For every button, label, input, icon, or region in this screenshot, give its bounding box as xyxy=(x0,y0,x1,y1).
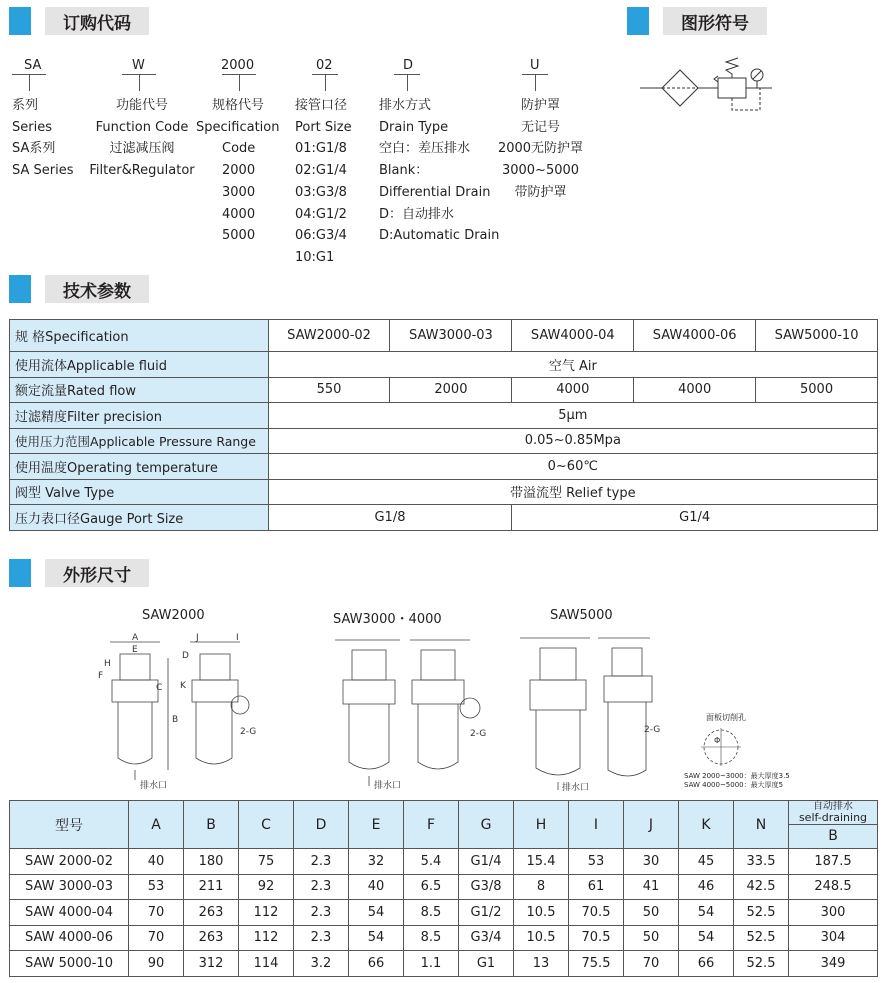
dim-head: I xyxy=(569,801,624,849)
dim-letter: H xyxy=(104,659,111,669)
tech-value: 2000 xyxy=(390,377,512,403)
section-title: 外形尺寸 xyxy=(45,559,149,587)
dim-letter: D xyxy=(182,651,189,661)
dim-head-auto xyxy=(789,801,878,849)
dim-value: 32 xyxy=(349,849,404,875)
code-tick xyxy=(325,74,326,91)
dim-value: 70 xyxy=(129,925,184,951)
dim-value: 40 xyxy=(349,874,404,900)
code-head: 02 xyxy=(316,58,333,73)
code-line: Function Code xyxy=(95,119,189,135)
g-label: 2-G xyxy=(644,725,661,735)
code-head: U xyxy=(530,58,540,73)
tech-label: 压力表口径Gauge Port Size xyxy=(10,505,269,531)
drain-label: 排水口 xyxy=(562,783,590,793)
code-line: 01:G1/8 xyxy=(295,141,347,157)
dim-value: 8.5 xyxy=(404,900,459,926)
code-line: 2000无防护罩 xyxy=(497,141,584,157)
tech-label: 使用流体Applicable fluid xyxy=(10,352,269,378)
dim-value: 2.3 xyxy=(294,900,349,926)
tech-model: SAW5000-10 xyxy=(756,320,878,352)
code-line: Series xyxy=(12,119,52,135)
tech-value: 0.05~0.85Mpa xyxy=(268,428,877,454)
tech-label: 额定流量Rated flow xyxy=(10,377,269,403)
dim-value: 10.5 xyxy=(514,900,569,926)
code-line: 2000 xyxy=(222,163,256,179)
auto-head-b: B xyxy=(828,828,838,844)
dim-model: SAW 2000-02 xyxy=(10,849,129,875)
dim-letter: J xyxy=(196,633,199,643)
dim-row xyxy=(10,951,878,977)
dim-value: 70 xyxy=(624,951,679,977)
code-line: 空白：差压排水 xyxy=(379,141,471,157)
phi-label: Φ xyxy=(714,736,721,745)
code-line: D:Automatic Drain xyxy=(379,228,500,244)
code-line: 过滤减压阀 xyxy=(109,141,175,157)
code-line: 接管口径 xyxy=(295,98,348,113)
code-line: 系列 xyxy=(12,98,39,113)
dim-value: 211 xyxy=(184,874,239,900)
dim-value: 114 xyxy=(239,951,294,977)
dim-value: G3/4 xyxy=(459,925,514,951)
code-lines xyxy=(87,95,197,182)
drawing-title: SAW5000 xyxy=(550,608,613,623)
tech-label: 过滤精度Filter precision xyxy=(10,403,269,429)
tech-label: 使用温度Operating temperature xyxy=(10,454,269,480)
code-line: 4000 xyxy=(222,206,256,222)
dim-model: SAW 3000-03 xyxy=(10,874,129,900)
tech-label: 阀型 Valve Type xyxy=(10,479,269,505)
dim-letter: F xyxy=(98,671,104,681)
dim-letter: B xyxy=(172,715,179,725)
dim-value: 180 xyxy=(184,849,239,875)
dim-value: 33.5 xyxy=(734,849,789,875)
code-tick xyxy=(239,74,240,91)
code-line: Code xyxy=(222,141,256,157)
dim-value: 53 xyxy=(129,874,184,900)
code-tick xyxy=(535,74,536,91)
dim-value: G1 xyxy=(459,951,514,977)
code-line: Filter&Regulator xyxy=(89,163,195,179)
dim-letter: K xyxy=(180,681,186,691)
panel-note: SAW 2000~3000：最大厚度3.5 xyxy=(684,772,790,780)
code-tick xyxy=(139,74,140,91)
dim-value: 42.5 xyxy=(734,874,789,900)
drain-label: 排水口 xyxy=(374,781,402,791)
code-col-spec xyxy=(196,55,291,265)
code-line: 功能代号 xyxy=(115,98,168,113)
code-head: W xyxy=(132,58,145,73)
code-line: 02:G1/4 xyxy=(295,163,347,179)
code-head: SA xyxy=(24,58,42,73)
dim-row xyxy=(10,925,878,951)
code-head: 2000 xyxy=(221,58,255,73)
tech-row-pressure xyxy=(10,428,878,454)
dim-head: N xyxy=(734,801,789,849)
section-tech xyxy=(9,275,149,303)
section-marker xyxy=(9,559,31,587)
auto-head-en: self-draining xyxy=(789,812,877,825)
tech-model: SAW4000-06 xyxy=(634,320,756,352)
code-line: Differential Drain xyxy=(379,184,491,200)
code-line: D：自动排水 xyxy=(379,206,455,222)
dim-value: 50 xyxy=(624,900,679,926)
dim-head: B xyxy=(184,801,239,849)
dim-value: 70.5 xyxy=(569,925,624,951)
dim-head: C xyxy=(239,801,294,849)
tech-row-gauge xyxy=(10,505,878,531)
dim-value: 263 xyxy=(184,925,239,951)
code-lines xyxy=(12,95,74,182)
dim-value: 52.5 xyxy=(734,951,789,977)
code-line: 带防护罩 xyxy=(514,184,567,200)
code-tick xyxy=(407,74,408,91)
code-line: Drain Type xyxy=(379,119,449,135)
dim-value: 112 xyxy=(239,900,294,926)
dim-model: SAW 4000-04 xyxy=(10,900,129,926)
dim-value: 70 xyxy=(129,900,184,926)
dim-value: 61 xyxy=(569,874,624,900)
dim-model: SAW 4000-06 xyxy=(10,925,129,951)
code-line: 10:G1 xyxy=(295,249,335,265)
tech-value: 550 xyxy=(268,377,390,403)
tech-value: G1/4 xyxy=(512,505,878,531)
dim-value: 349 xyxy=(789,951,878,977)
tech-row-fluid xyxy=(10,352,878,378)
dim-value: 66 xyxy=(679,951,734,977)
tech-value: 带溢流型 Relief type xyxy=(268,479,877,505)
section-symbol xyxy=(627,7,767,35)
code-col-function xyxy=(87,55,197,255)
dim-value: 6.5 xyxy=(404,874,459,900)
code-head: D xyxy=(403,58,414,73)
tech-row-spec xyxy=(10,320,878,352)
dim-head: D xyxy=(294,801,349,849)
dim-row xyxy=(10,874,878,900)
code-lines xyxy=(379,95,499,247)
dim-head: E xyxy=(349,801,404,849)
dim-value: 2.3 xyxy=(294,925,349,951)
code-line: SA Series xyxy=(12,163,74,179)
dimension-table xyxy=(9,800,878,977)
drawing-title: SAW2000 xyxy=(142,608,205,623)
panel-cutout-drawing xyxy=(696,725,746,770)
section-dims xyxy=(9,559,149,587)
dim-value: G3/8 xyxy=(459,874,514,900)
dim-value: G1/2 xyxy=(459,900,514,926)
dim-head: J xyxy=(624,801,679,849)
section-marker xyxy=(9,7,31,35)
dim-value: 30 xyxy=(624,849,679,875)
dim-value: 70.5 xyxy=(569,900,624,926)
tech-row-flow xyxy=(10,377,878,403)
dim-value: 312 xyxy=(184,951,239,977)
dim-value: 5.4 xyxy=(404,849,459,875)
dim-value: 10.5 xyxy=(514,925,569,951)
dim-value: 52.5 xyxy=(734,925,789,951)
dim-letter: E xyxy=(132,645,138,655)
panel-label: 面板切削孔 xyxy=(706,713,746,722)
dim-value: 53 xyxy=(569,849,624,875)
dim-value: 2.3 xyxy=(294,849,349,875)
tech-label: 规 格Specification xyxy=(10,320,269,352)
dim-value: 248.5 xyxy=(789,874,878,900)
tech-value: 4000 xyxy=(634,377,756,403)
code-lines xyxy=(488,95,593,204)
dim-value: 15.4 xyxy=(514,849,569,875)
code-tick xyxy=(29,74,30,91)
tech-value: 5000 xyxy=(756,377,878,403)
dim-value: 8.5 xyxy=(404,925,459,951)
code-line: 无记号 xyxy=(520,119,560,135)
dim-value: 112 xyxy=(239,925,294,951)
dim-value: 46 xyxy=(679,874,734,900)
tech-label: 使用压力范围Applicable Pressure Range xyxy=(10,428,269,454)
dim-letter: I xyxy=(236,633,239,643)
code-line: 3000~5000 xyxy=(501,163,580,179)
tech-row-temp xyxy=(10,454,878,480)
code-line: 06:G3/4 xyxy=(295,228,347,244)
dim-letter: A xyxy=(132,633,139,643)
dim-value: 1.1 xyxy=(404,951,459,977)
code-col-series xyxy=(12,55,92,255)
code-line: 防护罩 xyxy=(520,98,560,113)
dim-value: 3.2 xyxy=(294,951,349,977)
panel-notes xyxy=(684,772,790,790)
dim-value: 54 xyxy=(349,900,404,926)
tech-value: 空气 Air xyxy=(268,352,877,378)
dim-value: 50 xyxy=(624,925,679,951)
code-line: 04:G1/2 xyxy=(295,206,347,222)
dim-head: A xyxy=(129,801,184,849)
dim-value: 45 xyxy=(679,849,734,875)
code-line: Blank： xyxy=(379,163,429,179)
dim-value: 52.5 xyxy=(734,900,789,926)
code-line: Specification xyxy=(196,119,280,135)
tech-table xyxy=(9,319,878,531)
code-line: 规格代号 xyxy=(212,98,265,113)
dim-head-model: 型号 xyxy=(10,801,129,849)
code-line: SA系列 xyxy=(12,141,56,157)
code-line: 排水方式 xyxy=(379,98,432,113)
code-line: Port Size xyxy=(295,119,352,135)
dim-value: 54 xyxy=(679,925,734,951)
dim-row xyxy=(10,900,878,926)
dim-body xyxy=(10,849,878,977)
code-col-port xyxy=(295,55,375,280)
filter-regulator-symbol xyxy=(636,52,776,122)
dim-head: K xyxy=(679,801,734,849)
tech-model: SAW3000-03 xyxy=(390,320,512,352)
tech-model: SAW4000-04 xyxy=(512,320,634,352)
tech-value: 0~60℃ xyxy=(268,454,877,480)
dim-value: 66 xyxy=(349,951,404,977)
g-label: 2-G xyxy=(240,727,257,737)
code-lines xyxy=(295,95,352,269)
dim-value: 13 xyxy=(514,951,569,977)
dim-value: 2.3 xyxy=(294,874,349,900)
section-marker xyxy=(627,7,649,35)
section-title: 技术参数 xyxy=(45,275,149,303)
dim-head: H xyxy=(514,801,569,849)
tech-model: SAW2000-02 xyxy=(268,320,390,352)
dim-header-row xyxy=(10,801,878,849)
dimension-drawings xyxy=(90,630,670,795)
code-line: 3000 xyxy=(222,184,256,200)
code-line: 5000 xyxy=(222,228,256,244)
code-line: 03:G3/8 xyxy=(295,184,347,200)
dim-row xyxy=(10,849,878,875)
dim-value: 41 xyxy=(624,874,679,900)
tech-value: 5μm xyxy=(268,403,877,429)
dim-value: 8 xyxy=(514,874,569,900)
dim-letter: C xyxy=(156,683,163,693)
dim-value: 300 xyxy=(789,900,878,926)
dim-value: 75.5 xyxy=(569,951,624,977)
dim-value: 187.5 xyxy=(789,849,878,875)
auto-head-cn: 自动排水 xyxy=(813,801,853,812)
dim-value: G1/4 xyxy=(459,849,514,875)
tech-value: 4000 xyxy=(512,377,634,403)
section-order-code xyxy=(9,7,149,35)
tech-row-valve xyxy=(10,479,878,505)
section-title: 订购代码 xyxy=(45,7,149,35)
tech-row-filter xyxy=(10,403,878,429)
dim-value: 75 xyxy=(239,849,294,875)
section-marker xyxy=(9,275,31,303)
drain-label: 排水口 xyxy=(140,781,168,791)
drawing-title: SAW3000・4000 xyxy=(333,612,442,627)
dim-value: 54 xyxy=(349,925,404,951)
code-lines xyxy=(196,95,291,247)
g-label: 2-G xyxy=(470,729,487,739)
dim-head: F xyxy=(404,801,459,849)
dim-value: 40 xyxy=(129,849,184,875)
dim-value: 92 xyxy=(239,874,294,900)
tech-value: G1/8 xyxy=(268,505,512,531)
dim-head: G xyxy=(459,801,514,849)
panel-note: SAW 4000~5000：最大厚度5 xyxy=(684,781,784,789)
dim-value: 54 xyxy=(679,900,734,926)
dim-model: SAW 5000-10 xyxy=(10,951,129,977)
section-title: 图形符号 xyxy=(663,7,767,35)
dim-value: 304 xyxy=(789,925,878,951)
code-col-guard xyxy=(488,55,593,225)
dim-value: 90 xyxy=(129,951,184,977)
dim-value: 263 xyxy=(184,900,239,926)
